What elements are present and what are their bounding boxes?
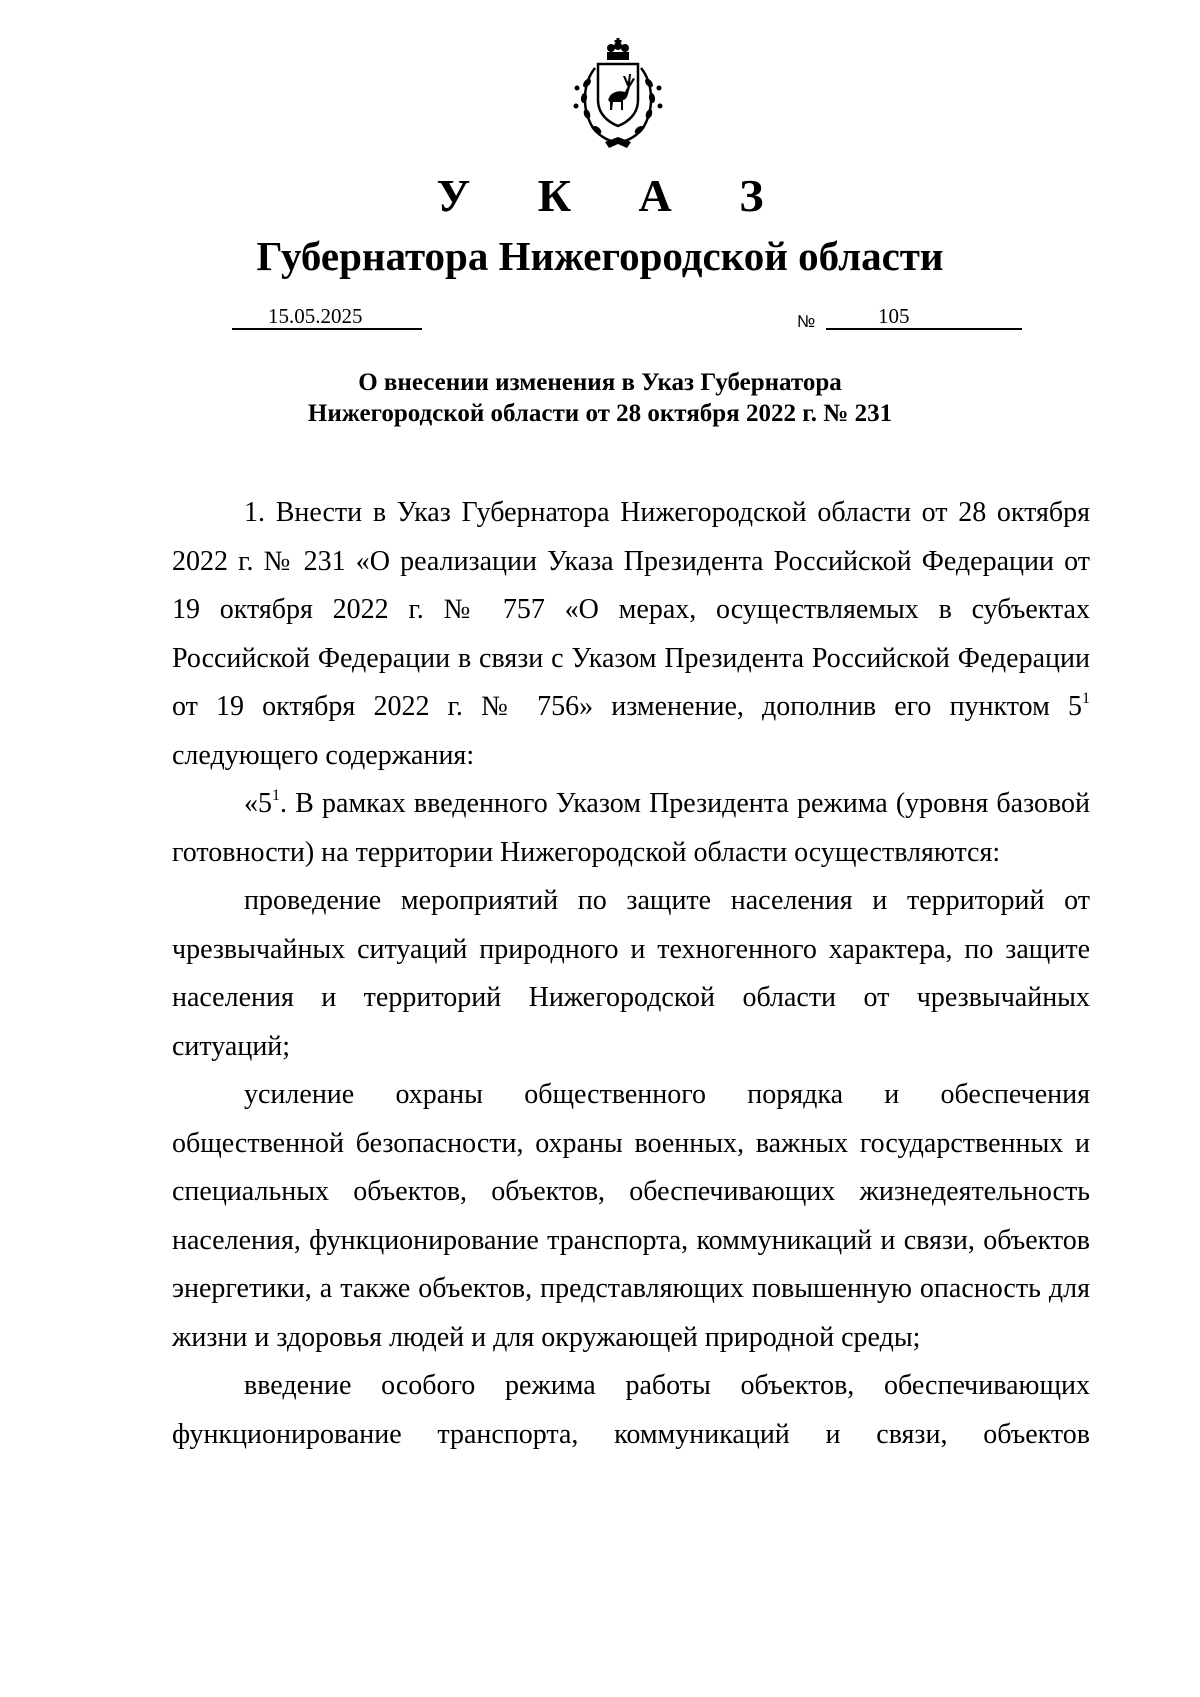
decree-heading: У К А З [436, 170, 792, 221]
paragraph-1-superscript: 1 [1082, 689, 1090, 707]
paragraph-2-text: . В рамках введенного Указом Президента режима (уровня базовой готовности) на территории Нижегородской области осуществляются: [172, 788, 1090, 868]
paragraph-1-text-end: следующего содержания: [172, 739, 475, 771]
coat-of-arms-emblem [565, 38, 671, 150]
decree-date: 15.05.2025 [268, 304, 363, 328]
document-title [0, 367, 1200, 429]
paragraph-2 [172, 780, 1090, 877]
paragraph-2-text-start: «5 [244, 788, 272, 819]
paragraph-3: проведение мероприятий по защите населения и территорий от чрезвычайных ситуаций природного и техногенного характера, по защите населения и территорий Нижегородской области от чрезвычайных ситуаций; [172, 885, 1090, 1062]
number-underline [826, 304, 1022, 330]
number-sign: № [797, 312, 816, 331]
decree-issuer: Губернатора Нижегородской области [256, 233, 944, 279]
paragraph-2-superscript: 1 [272, 786, 280, 804]
paragraph-1 [172, 489, 1090, 780]
paragraph-4: усиление охраны общественного порядка и обеспечения общественной безопасности, охраны военных, важных государственных и специальных объектов, объектов, обеспечивающих жизнедеятельность населения, функционирование транспорта, коммуникаций и связи, объектов энергетики, а также объектов, представляющих повышенную опасность для жизни и здоровья людей и для окружающей природной среды; [172, 1079, 1090, 1353]
document-title-line-2: Нижегородской области от 28 октября 2022 г. № 231 [307, 400, 893, 427]
document-title-line-1: О внесении изменения в Указ Губернатора [358, 369, 842, 396]
decree-number: 105 [878, 304, 910, 328]
paragraph-5: введение особого режима работы объектов, обеспечивающих функционирование транспорта, коммуникаций и связи, объектов [172, 1370, 1090, 1450]
paragraph-1-text: 1. Внести в Указ Губернатора Нижегородской области от 28 октября 2022 г. № 231 «О реализации Указа Президента Российской Федерации от 19 октября 2022 г. № 757 «О мерах, осуществляемых в субъектах Российской Федерации в связи с Указом Президента Российской Федерации от 19 октября 2022 г. № 756» изменение, дополнив его пунктом 5 [172, 497, 1090, 722]
document-body [172, 489, 1090, 1459]
